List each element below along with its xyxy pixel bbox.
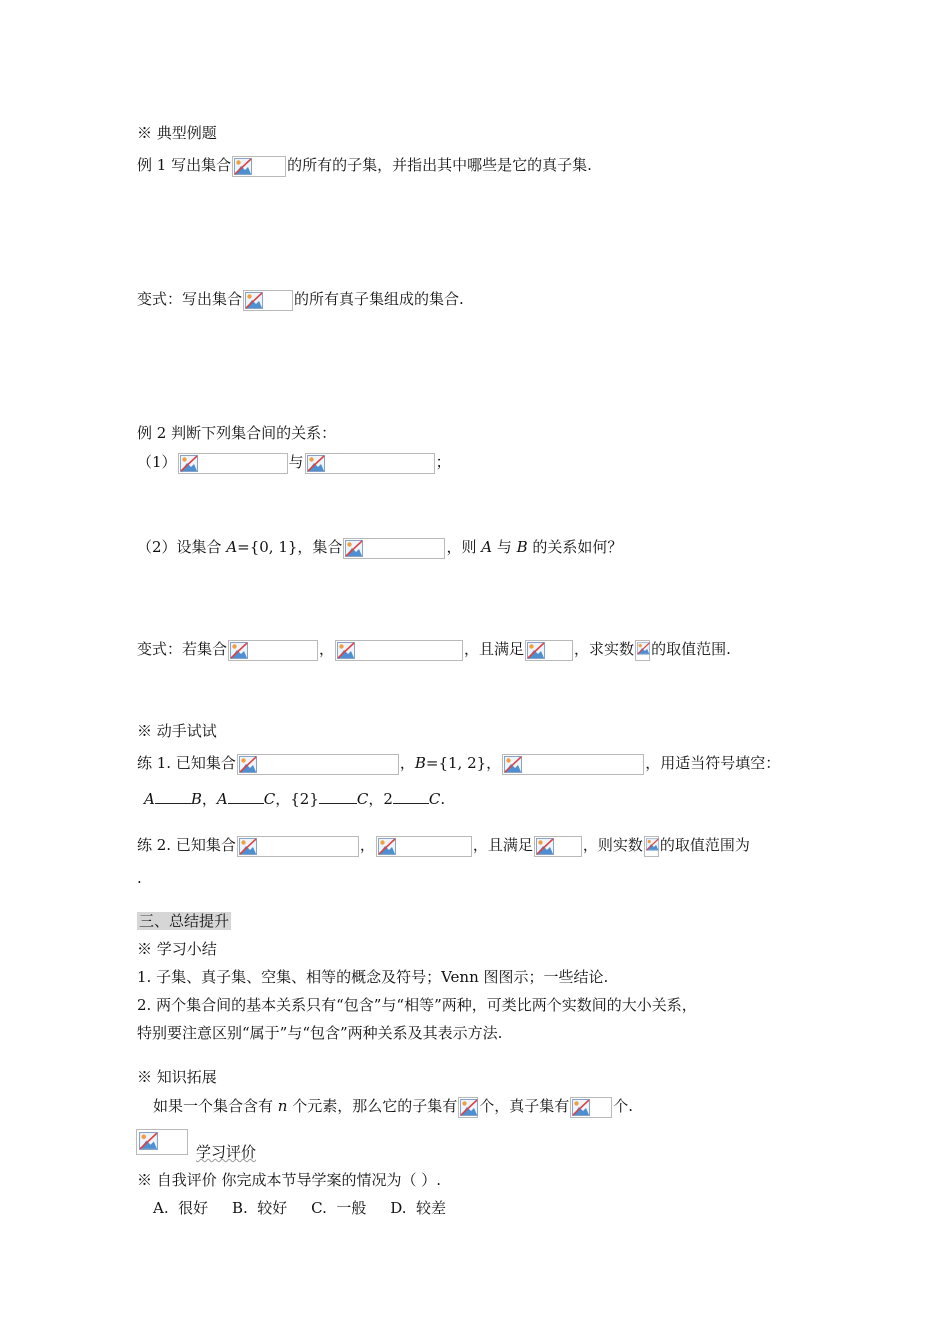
var-A: A — [226, 538, 238, 556]
part-2-text-c: ，则 — [446, 538, 482, 556]
practice-1-comma: ， — [399, 754, 415, 772]
var-C: C — [263, 790, 276, 808]
variant-1-text-b: 的所有真子集组成的集合. — [294, 290, 464, 308]
var-n: n — [277, 1097, 288, 1115]
practice-2-comma: ， — [359, 836, 375, 854]
example-1-text-a: 例 1 写出集合 — [137, 156, 232, 174]
practice-1-text-d: ，用适当符号填空： — [645, 754, 781, 772]
extension-text-b: 个元素，那么它的子集有 — [287, 1097, 458, 1115]
part-2-text-e: 的关系如何？ — [527, 538, 623, 556]
example-2-title: 例 2 判断下列集合间的关系： — [137, 424, 337, 442]
part-1-and: 与 — [288, 453, 304, 471]
answer-blank[interactable] — [319, 789, 357, 804]
number-two: 2 — [383, 790, 393, 808]
broken-image-icon — [525, 640, 573, 661]
broken-image-icon — [243, 290, 293, 311]
var-A: A — [216, 790, 228, 808]
broken-image-icon — [237, 836, 359, 857]
variant-2-text-c: ，且满足 — [464, 640, 525, 658]
broken-image-icon — [136, 1129, 188, 1155]
broken-image-icon — [458, 1097, 478, 1118]
practice-1-relations — [144, 789, 445, 811]
extension-text-c: 个，真子集有 — [479, 1097, 570, 1115]
broken-image-icon — [534, 836, 582, 857]
broken-image-icon — [228, 640, 318, 661]
summary-heading: ※ 学习小结 — [137, 940, 217, 958]
practice-1-text-a: 练 1. 已知集合 — [137, 754, 236, 772]
var-A: A — [144, 790, 155, 808]
practice-1 — [137, 753, 780, 775]
broken-image-icon — [335, 640, 463, 661]
part-2-text-a: （2）设集合 — [137, 538, 227, 556]
example-2-part-1 — [137, 452, 451, 474]
set-two: {2} — [290, 790, 319, 808]
extension-text-a: 如果一个集合含有 — [153, 1097, 278, 1115]
broken-image-icon — [570, 1097, 612, 1118]
part-1-label: （1） — [137, 453, 177, 471]
summary-item-1: 1. 子集、真子集、空集、相等的概念及符号；Venn 图图示；一些结论. — [137, 968, 609, 986]
broken-image-icon — [305, 453, 435, 474]
separator: ， — [275, 790, 291, 808]
answer-blank[interactable] — [155, 789, 191, 804]
practice-2 — [137, 835, 750, 857]
broken-image-icon — [237, 754, 399, 775]
variant-1 — [137, 289, 464, 311]
variant-2-comma: ， — [319, 640, 335, 658]
practice-1-text-c: ={1, 2}， — [425, 754, 502, 772]
broken-image-icon — [502, 754, 644, 775]
evaluation-options: A. 很好 B. 较好 C. 一般 D. 较差 — [153, 1199, 447, 1217]
variant-1-text-a: 变式：写出集合 — [137, 290, 243, 308]
part-1-end: ； — [435, 453, 451, 471]
answer-blank[interactable] — [228, 789, 264, 804]
example-1 — [137, 155, 592, 177]
var-B: B — [414, 754, 426, 772]
example-1-text-b: 的所有的子集，并指出其中哪些是它的真子集. — [287, 156, 592, 174]
period: . — [440, 790, 446, 808]
section-practice: ※ 动手试试 — [137, 722, 217, 740]
broken-image-icon — [644, 836, 659, 857]
part-2-text-b: ={0, 1}，集合 — [237, 538, 343, 556]
example-2-part-2 — [137, 537, 622, 559]
self-evaluation: ※ 自我评价 你完成本节导学案的情况为（ ）. — [137, 1171, 442, 1189]
practice-2-text-e: 的取值范围为 — [659, 836, 750, 854]
practice-2-text-c: ，且满足 — [472, 836, 533, 854]
variant-2-text-e: 的取值范围. — [651, 640, 731, 658]
answer-blank[interactable] — [393, 789, 429, 804]
summary-item-2: 2. 两个集合间的基本关系只有“包含”与“相等”两种，可类比两个实数间的大小关系， — [137, 996, 697, 1014]
variant-2 — [137, 639, 731, 661]
variant-2-text-d: ，求实数 — [574, 640, 635, 658]
separator: ， — [368, 790, 384, 808]
section-3-heading — [137, 911, 231, 933]
practice-2-end: . — [137, 869, 142, 887]
var-B: B — [516, 538, 528, 556]
extension-text — [153, 1096, 633, 1118]
practice-2-text-d: ，则实数 — [582, 836, 643, 854]
broken-image-icon — [232, 156, 286, 177]
section-typical-examples: ※ 典型例题 — [137, 124, 217, 142]
summary-item-2-cont: 特别要注意区别“属于”与“包含”两种关系及其表示方法. — [137, 1024, 503, 1042]
broken-image-icon — [635, 640, 650, 661]
extension-heading: ※ 知识拓展 — [137, 1068, 217, 1086]
separator: ， — [201, 790, 217, 808]
evaluation-title — [196, 1142, 256, 1164]
var-C: C — [356, 790, 369, 808]
broken-image-icon — [178, 453, 288, 474]
part-2-text-d: 与 — [492, 538, 517, 556]
var-C: C — [428, 790, 441, 808]
section-3-title: 三、总结提升 — [139, 912, 230, 930]
broken-image-icon — [343, 538, 445, 559]
var-B: B — [190, 790, 202, 808]
broken-image-icon — [376, 836, 472, 857]
variant-2-text-a: 变式：若集合 — [137, 640, 228, 658]
var-A: A — [481, 538, 493, 556]
practice-2-text-a: 练 2. 已知集合 — [137, 836, 236, 854]
extension-text-d: 个. — [613, 1097, 634, 1115]
evaluation-title-text: 学习评价 — [196, 1143, 257, 1161]
